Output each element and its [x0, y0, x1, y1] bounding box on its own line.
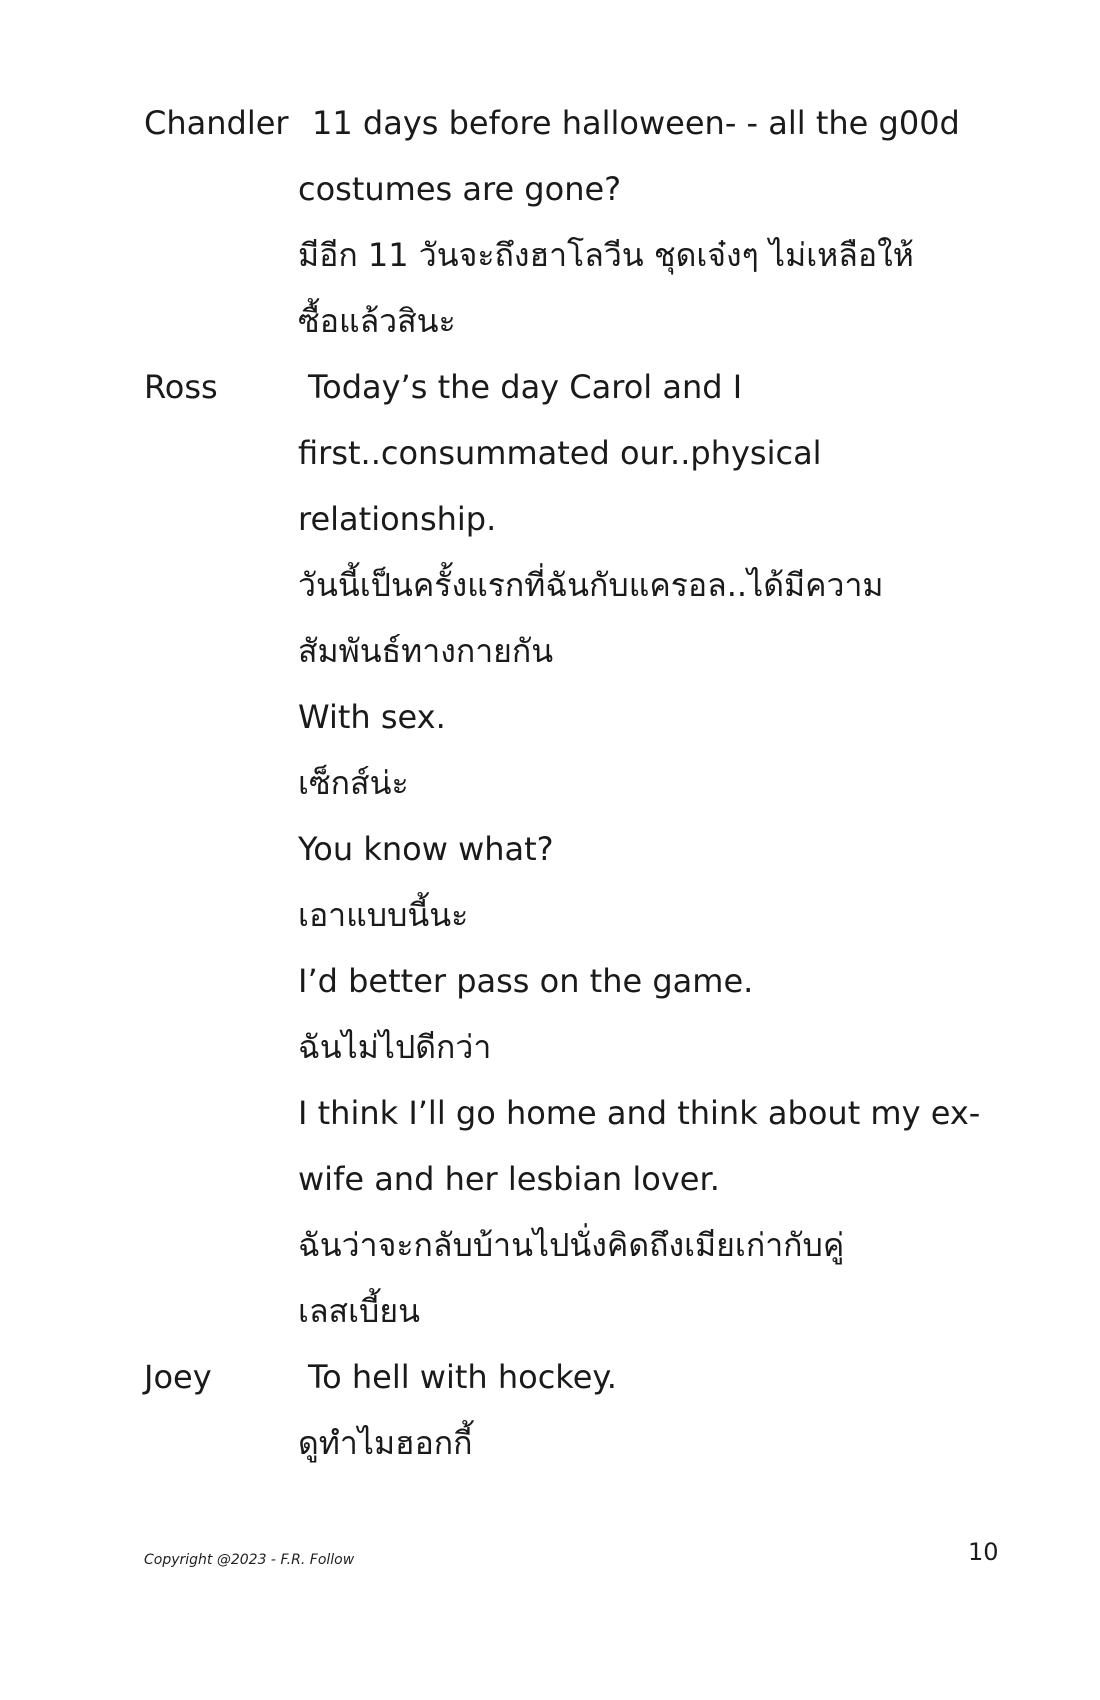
dialogue-line: ดูทำไมฮอกกี้	[298, 1424, 473, 1462]
dialogue-line: เซ็กส์น่ะ	[298, 764, 409, 802]
page-number: 10	[968, 1538, 999, 1566]
dialogue-line: วันนี้เป็นครั้งแรกที่ฉันกับแครอล..ได้มีความ	[298, 566, 884, 604]
speaker-name: Ross	[144, 368, 218, 406]
dialogue-line: I think I’ll go home and think about my ex-	[298, 1094, 981, 1132]
dialogue-line: สัมพันธ์ทางกายกัน	[298, 632, 554, 670]
speaker-name: Joey	[144, 1358, 212, 1396]
copyright-footer: Copyright @2023 - F.R. Follow	[144, 1552, 355, 1568]
dialogue-line: To hell with hockey.	[308, 1358, 617, 1396]
dialogue-line: ฉันว่าจะกลับบ้านไปนั่งคิดถึงเมียเก่ากับคู่	[298, 1226, 845, 1264]
dialogue-lines	[298, 90, 998, 354]
dialogue-line: relationship.	[298, 500, 497, 538]
dialogue-line: costumes are gone?	[298, 170, 622, 208]
dialogue-line: เลสเบี้ยน	[298, 1292, 420, 1330]
dialogue-line: 11 days before halloween- - all the g00d	[312, 104, 960, 142]
dialogue-line: first..consummated our..physical	[298, 434, 822, 472]
speaker-name: Chandler	[144, 104, 289, 142]
dialogue-lines	[298, 354, 998, 1344]
dialogue-line: With sex.	[298, 698, 446, 736]
dialogue-line: Today’s the day Carol and I	[308, 368, 743, 406]
dialogue-line: เอาแบบนี้นะ	[298, 896, 469, 934]
dialogue-line: I’d better pass on the game.	[298, 962, 754, 1000]
dialogue-line: You know what?	[298, 830, 554, 868]
dialogue-line: ซื้อแล้วสินะ	[298, 302, 456, 340]
dialogue-line: wife and her lesbian lover.	[298, 1160, 720, 1198]
dialogue-line: ฉันไม่ไปดีกว่า	[298, 1028, 492, 1066]
dialogue-line: มีอีก 11 วันจะถึงฮาโลวีน ชุดเจ๋งๆ ไม่เหลือให้	[298, 236, 914, 274]
dialogue-lines	[298, 1344, 998, 1476]
